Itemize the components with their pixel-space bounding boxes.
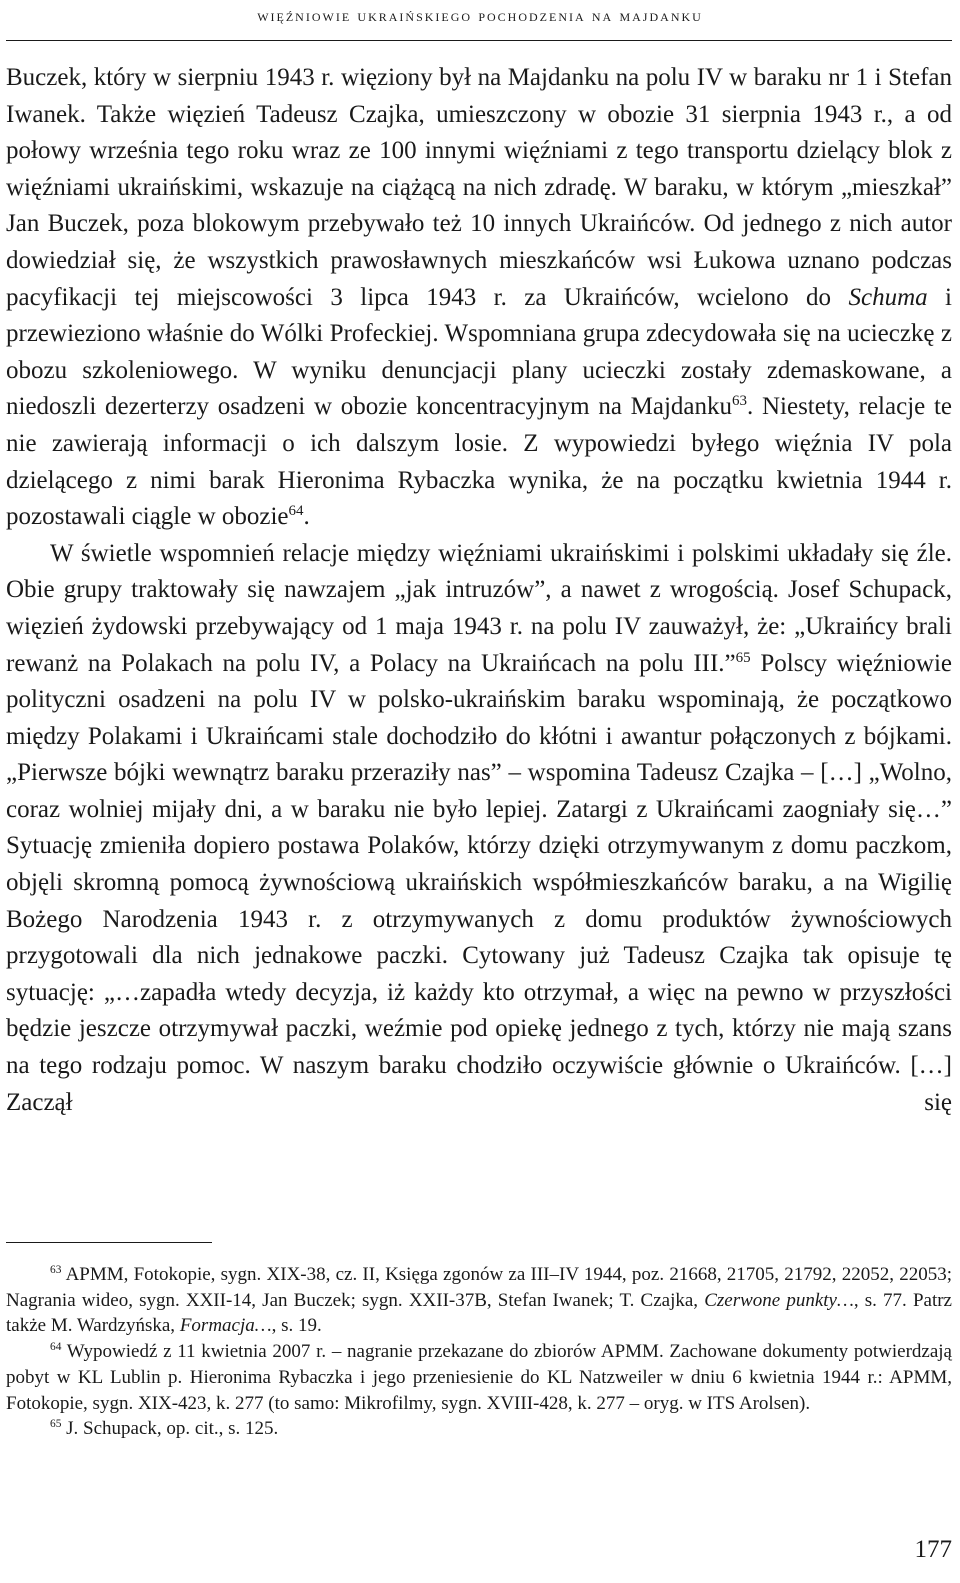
text-run: . — [303, 503, 310, 531]
footnote-number: 63 — [50, 1264, 62, 1277]
footnote-ref-65[interactable]: 65 — [735, 649, 751, 666]
italic-term: Schuma — [848, 283, 928, 311]
text-run: Polscy więźniowie polityczni osadzeni na polu IV w polsko-ukraińskim baraku wspominają, że początkowo między Polakami i Ukraińcami stale dochodziło do kłótni i awantur połączonych z bójkami. „Pierwsze bójki wewnątrz baraku przeraziły nas” – wspomina Tadeusz Czajka – […] „Wolno, coraz wolniej mijały dni, a w baraku nie było lepiej. Zatargi z Ukraińcami zaogniały się…” Sytuację zmieniła dopiero postawa Polaków, którzy dzięki otrzymywanym z domu paczkom, objęli skromną pomocą żywnościową ukraińskich współmieszkańców baraku, a na Wigilię Bożego Narodzenia 1943 r. z otrzymywanych z domu produktów żywnościowych przygotowali dla nich jednakowe paczki. Cytowany już Tadeusz Czajka tak opisuje tę sytuację: „…zapadła wtedy decyzja, iż każdy kto otrzymał, a więc na pewno w przyszłości będzie jeszcze otrzymywał paczki, weźmie pod opiekę jednego z tych, którzy nie mają szans na tego rodzaju pomoc. W naszym baraku chodziło oczywiście głównie o Ukraińców. […] Zaczął się — [6, 649, 952, 1116]
footnote-64 — [6, 1339, 952, 1416]
italic-title: Formacja… — [179, 1315, 272, 1337]
paragraph-2 — [6, 536, 952, 1122]
italic-title: Czerwone punkty… — [704, 1289, 854, 1311]
footnote-text: J. Schupack, op. cit., s. 125. — [61, 1418, 279, 1440]
text-run: . Niestety, relacje te nie zawierają informacji o ich dalszym losie. Z wypowiedzi byłego więźnia IV pola dzielącego z nimi barak Hieronima Rybaczka wynika, że na początku kwietnia 1944 r. pozostawali ciągle w obozie — [6, 393, 952, 531]
footnote-number: 64 — [50, 1341, 62, 1354]
footnote-text: , s. 77. Patrz także M. Wardzyńska, — [6, 1289, 952, 1337]
footnote-text: , s. 19. — [271, 1315, 322, 1337]
footnote-text: APMM, Fotokopie, sygn. XIX-38, cz. II, Księga zgonów za III–IV 1944, poz. 21668, 21705, 21792, 22052, 22053; Nagrania wideo, sygn. XXII-14, Jan Buczek; sygn. XXII-37B, Stefan Iwanek; T. Czajka, — [6, 1264, 952, 1311]
footnote-65 — [6, 1416, 952, 1442]
footnotes — [6, 1262, 952, 1442]
footnote-rule — [6, 1242, 212, 1243]
text-run: W świetle wspomnień relacje między więźniami ukraińskimi i polskimi układały się źle. Obie grupy traktowały się nawzajem „jak intruzów”, a nawet z wrogością. Josef Schupack, więzień żydowski przebywający od 1 maja 1943 r. na polu IV zauważył, że: „Ukraińcy brali rewanż na Polakach na polu IV, a Polacy na Ukraińcach na polu III.” — [6, 539, 952, 677]
footnote-ref-64[interactable]: 64 — [288, 503, 304, 520]
text-run: i przewieziono właśnie do Wólki Profeckiej. Wspomniana grupa zdecydowała się na ucieczkę z obozu szkoleniowego. W wyniku denuncjacji plany ucieczki zostały zdemaskowane, a niedoszli dezerterzy osadzeni w obozie koncentracyjnym na Majdanku — [6, 283, 952, 421]
header-rule — [6, 40, 952, 41]
footnote-ref-63[interactable]: 63 — [732, 393, 748, 410]
footnote-63 — [6, 1262, 952, 1339]
footnote-number: 65 — [50, 1418, 62, 1431]
main-text — [6, 60, 952, 1121]
page-number: 177 — [914, 1536, 952, 1563]
footnote-text: Wypowiedź z 11 kwietnia 2007 r. – nagranie przekazane do zbiorów APMM. Zachowane dokumenty potwierdzają pobyt w KL Lublin p. Hieronima Rybaczka i jego przeniesienie do KL Natzweiler w dniu 6 kwietnia 1944 r.: APMM, Fotokopie, sygn. XIX-423, k. 277 (to samo: Mikrofilmy, sygn. XVIII-428, k. 277 – oryg. w ITS Arolsen). — [6, 1341, 952, 1414]
text-run: Buczek, który w sierpniu 1943 r. więziony był na Majdanku na polu IV w baraku nr 1 i Stefan Iwanek. Także więzień Tadeusz Czajka, umieszczony w obozie 31 sierpnia 1943 r., a od połowy września tego roku wraz ze 100 innymi więźniami z tego transportu dzielący blok z więźniami ukraińskimi, wskazuje na ciążącą na nich zdradę. W baraku, w którym „mieszkał” Jan Buczek, poza blokowym przebywało też 10 innych Ukraińców. Od jednego z nich autor dowiedział się, że wszystkich prawosławnych mieszkańców wsi Łukowa uznano podczas pacyfikacji tej miejscowości 3 lipca 1943 r. za Ukraińców, wcielono do — [6, 64, 952, 311]
paragraph-1 — [6, 60, 952, 536]
running-head: więźniowie ukraińskiego pochodzenia na majdanku — [257, 6, 703, 25]
